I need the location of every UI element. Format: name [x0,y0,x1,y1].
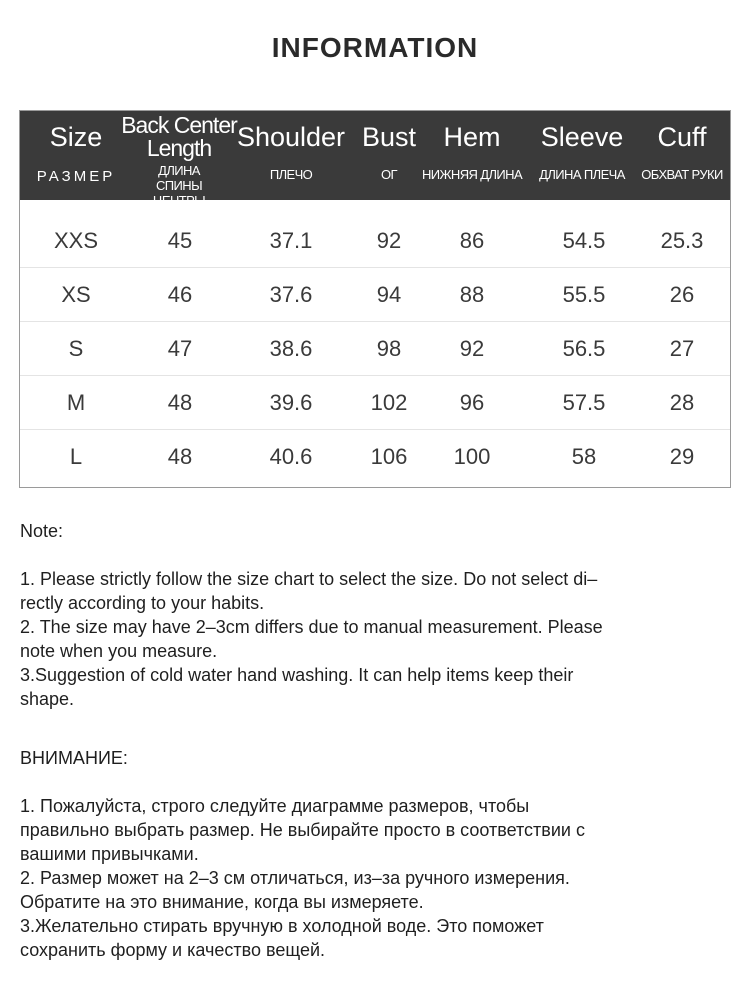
cell-hem: 92 [459,336,485,361]
header-back-center-length-ru: ДЛИНА СПИНЫ ЦЕНТРЫ [152,163,206,208]
note-line: сохранить форму и качество вещей. [20,940,326,960]
note-heading: Note: [20,521,64,541]
table-row [20,430,730,484]
header-sleeve-ru: ДЛИНА ПЛЕЧА [539,167,625,182]
header-cuff-label: Cuff [657,122,707,152]
cell-shoulder: 40.6 [269,444,313,469]
cell-back-center-length: 46 [167,282,193,307]
cell-sleeve: 55.5 [562,282,606,307]
cell-shoulder: 37.6 [269,282,313,307]
cell-hem: 100 [453,444,491,469]
page-title: INFORMATION [271,32,479,63]
header-cuff [634,111,730,200]
header-bust [350,111,428,200]
note-line: вашими привычками. [20,844,199,864]
cell-back-center-length: 48 [167,444,193,469]
cell-sleeve: 56.5 [562,336,606,361]
header-back-center-length-label: Back Center Length [121,112,237,161]
table-row [20,268,730,322]
header-shoulder-label: Shoulder [236,122,346,152]
table-row [20,214,730,268]
header-sleeve-label: Sleeve [540,122,624,152]
header-size-ru: РАЗМЕР [36,168,116,185]
cell-size: XS [61,282,91,307]
cell-shoulder: 39.6 [269,390,313,415]
cell-size: S [68,336,84,361]
note-line: 3.Желательно стирать вручную в холодной воде. Это поможет [20,916,544,936]
cell-size: L [69,444,83,469]
note-russian [20,746,720,962]
note-line: 3.Suggestion of cold water hand washing. It can help items keep their [20,665,574,685]
cell-back-center-length: 48 [167,390,193,415]
note-line: 2. The size may have 2–3cm differs due to manual measurement. Please [20,617,603,637]
cell-bust: 94 [376,282,402,307]
note-line: note when you measure. [20,641,218,661]
cell-cuff: 28 [669,390,695,415]
header-sleeve [532,111,632,200]
cell-bust: 102 [370,390,408,415]
header-size-label: Size [49,122,103,152]
header-bust-label: Bust [361,122,417,152]
table-row [20,322,730,376]
cell-bust: 106 [370,444,408,469]
cell-back-center-length: 45 [167,228,193,253]
cell-shoulder: 37.1 [269,228,313,253]
cell-bust: 98 [376,336,402,361]
note-line: 1. Please strictly follow the size chart to select the size. Do not select di– [20,569,598,589]
cell-sleeve: 54.5 [562,228,606,253]
cell-cuff: 25.3 [660,228,704,253]
cell-back-center-length: 47 [167,336,193,361]
cell-hem: 96 [459,390,485,415]
note-line: 1. Пожалуйста, строго следуйте диаграмме размеров, чтобы [20,796,530,816]
note-line: shape. [20,689,75,709]
note-line: Обратите на это внимание, когда вы измеряете. [20,892,424,912]
cell-size: M [66,390,86,415]
cell-cuff: 29 [669,444,695,469]
cell-cuff: 27 [669,336,695,361]
cell-hem: 88 [459,282,485,307]
header-back-center-length [120,111,238,208]
header-bust-ru: ОГ [381,167,397,182]
cell-hem: 86 [459,228,485,253]
header-size [20,111,132,200]
note-line: rectly according to your habits. [20,593,265,613]
header-hem-label: Hem [443,122,501,152]
note-line: правильно выбрать размер. Не выбирайте просто в соответствии с [20,820,585,840]
note-english [20,519,720,711]
size-chart-table [19,110,731,488]
header-cuff-ru: ОБХВАТ РУКИ [641,167,723,182]
table-row [20,376,730,430]
header-hem [420,111,524,200]
cell-sleeve: 58 [571,444,597,469]
cell-size: XXS [53,228,99,253]
cell-sleeve: 57.5 [562,390,606,415]
cell-cuff: 26 [669,282,695,307]
note-heading: ВНИМАНИЕ: [20,748,128,768]
cell-shoulder: 38.6 [269,336,313,361]
header-shoulder [235,111,347,200]
header-shoulder-ru: ПЛЕЧО [269,167,313,182]
table-header [20,111,730,208]
cell-bust: 92 [376,228,402,253]
header-hem-ru: НИЖНЯЯ ДЛИНА [421,167,523,182]
note-line: 2. Размер может на 2–3 см отличаться, из–за ручного измерения. [20,868,570,888]
